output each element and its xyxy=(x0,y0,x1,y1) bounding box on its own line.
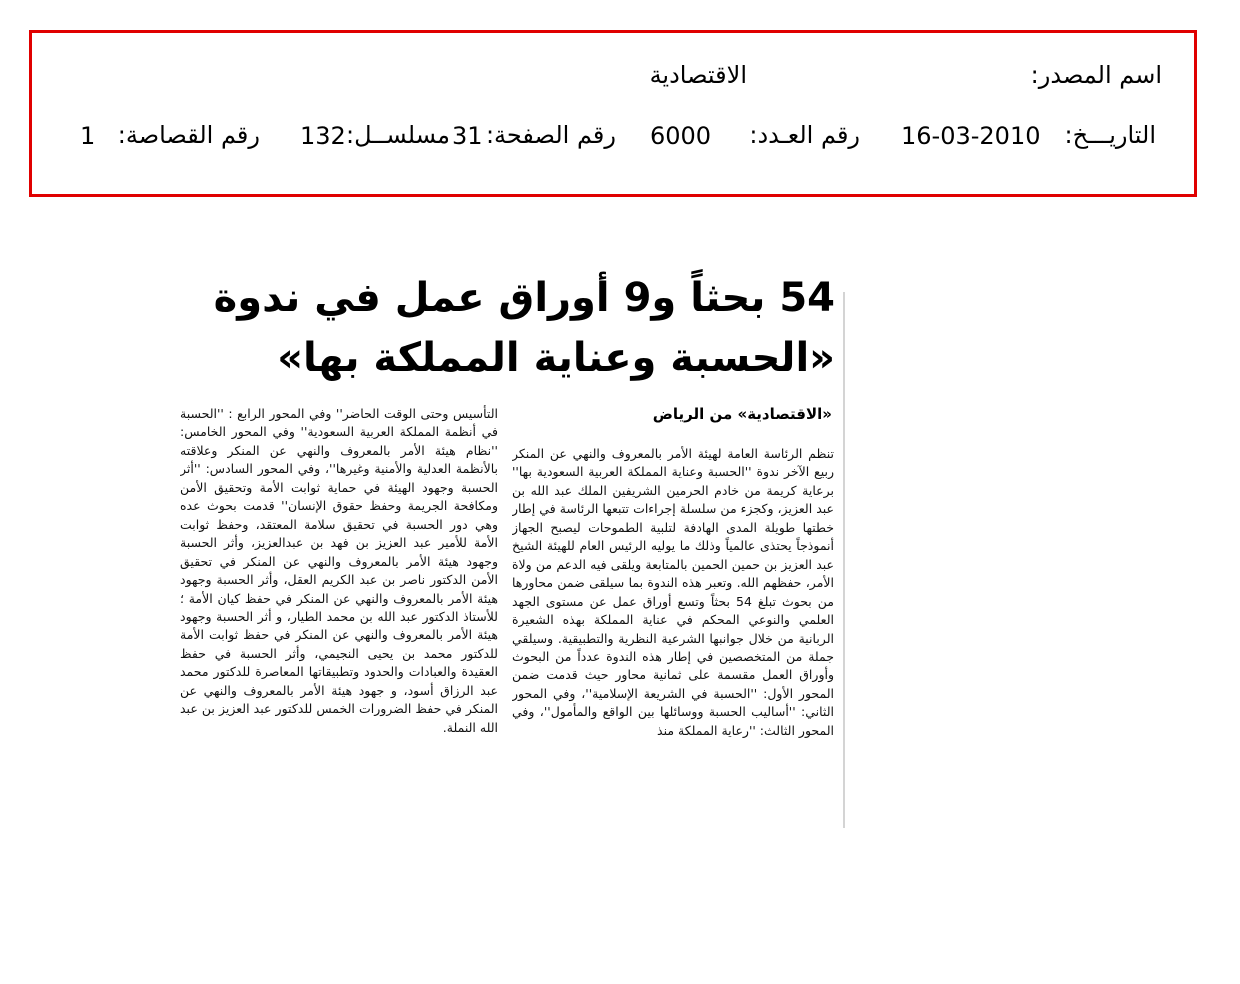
source-value: الاقتصادية xyxy=(649,61,747,89)
page-value: 31 xyxy=(452,122,483,150)
article-column-right: تنظم الرئاسة العامة لهيئة الأمر بالمعروف والنهي عن المنكر ربيع الآخر ندوة ''الحسبة وعناية المملكة العربية السعودية بها'' برعاية كريمة من خادم الحرمين الشريفين الملك عبد الله بن عبد العزيز، وكجزء من سلسلة إجراءات تتبعها الرئاسة في إطار خطتها طويلة المدى الهادفة لتلبية الطموحات ليصبح الجهاز أنموذجاً يحتذى عالمياً وذلك ما يوليه الرئيس العام للهيئة الشيخ عبد العزيز بن حمين الحمين بالمتابعة ويلقى فيه الدعم من ولاة الأمر، حفظهم الله. وتعبر هذه الندوة بما سيلقى ضمن محاورها من بحوث تبلغ 54 بحثاً وتسع أوراق عمل عن مستوى الجهد العلمي والنوعي المحكم في عناية المملكة بهذه الشعيرة الربانية من خلال جوانبها الشرعية النظرية والتطبيقية. وسيلقي جملة من المتخصصين في إطار هذه الندوة عدداً من البحوث وأوراق العمل مقسمة على ثمانية محاور حيث قدمت ضمن المحور الأول: ''الحسبة في الشريعة الإسلامية''، وفي المحور الثاني: ''أساليب الحسبة ووسائلها بين الواقع والمأمول''، وفي المحور الثالث: ''رعاية المملكة منذ xyxy=(512,446,834,738)
article-headline: 54 بحثاً و9 أوراق عمل في ندوة «الحسبة وعناية المملكة بها» xyxy=(213,275,835,381)
date-label: التاريـــخ: xyxy=(1064,121,1156,149)
article-byline: «الاقتصادية» من الرياض xyxy=(652,405,832,423)
clip-value: 1 xyxy=(80,122,96,150)
page-label: رقم الصفحة: xyxy=(485,121,616,149)
issue-value: 6000 xyxy=(650,122,712,150)
date-value: 16-03-2010 xyxy=(901,122,1041,150)
serial-label: مسلســل: xyxy=(346,121,450,149)
header-box xyxy=(29,30,1197,197)
article-column-left: التأسيس وحتى الوقت الحاضر'' وفي المحور الرابع : ''الحسبة في أنظمة المملكة العربية السعودية'' وفي المحور الخامس: ''نظام هيئة الأمر بالمعروف والنهي عن المنكر وعلاقته بالأنظمة العدلية والأمنية وغيرها''، وفي المحور السادس: ''أثر الحسبة وجهود الهيئة في حماية ثوابت الأمة وتحقيق الأمن ومكافحة الجريمة وحفظ حقوق الإنسان'' قدمت بحوث عده وهي دور الحسبة في تحقيق سلامة المعتقد، وحفظ ثوابت الأمة للأمير عبد العزيز بن فهد بن عبدالعزيز، وأثر الحسبة وجهود هيئة الأمر بالمعروف والنهي عن المنكر في تحقيق الأمن الدكتور ناصر بن عبد الكريم العقل، وأثر الحسبة وجهود هيئة الأمر بالمعروف والنهي عن المنكر في حفظ كيان الأمة ؛ للأستاذ الدكتور عبد الله بن محمد الطيار، و أثر الحسبة وجهود هيئة الأمر بالمعروف والنهي عن المنكر في حفظ ثوابت الأمة للدكتور محمد بن يحيى النجيمي، وأثر الحسبة في حفظ العقيدة والعبادات والحدود وتطبيقاتها المعاصرة للدكتور محمد عبد الرزاق أسود، و جهود هيئة الأمر بالمعروف والنهي عن المنكر في حفظ الضرورات الخمس للدكتور عبد العزيز بن عبد الله النملة. xyxy=(180,406,498,735)
issue-label: رقم العـدد: xyxy=(749,121,860,149)
source-label: اسم المصدر: xyxy=(1030,61,1162,89)
clip-label: رقم القصاصة: xyxy=(117,121,260,149)
serial-value: 132 xyxy=(300,122,346,150)
column-rule xyxy=(843,292,845,828)
